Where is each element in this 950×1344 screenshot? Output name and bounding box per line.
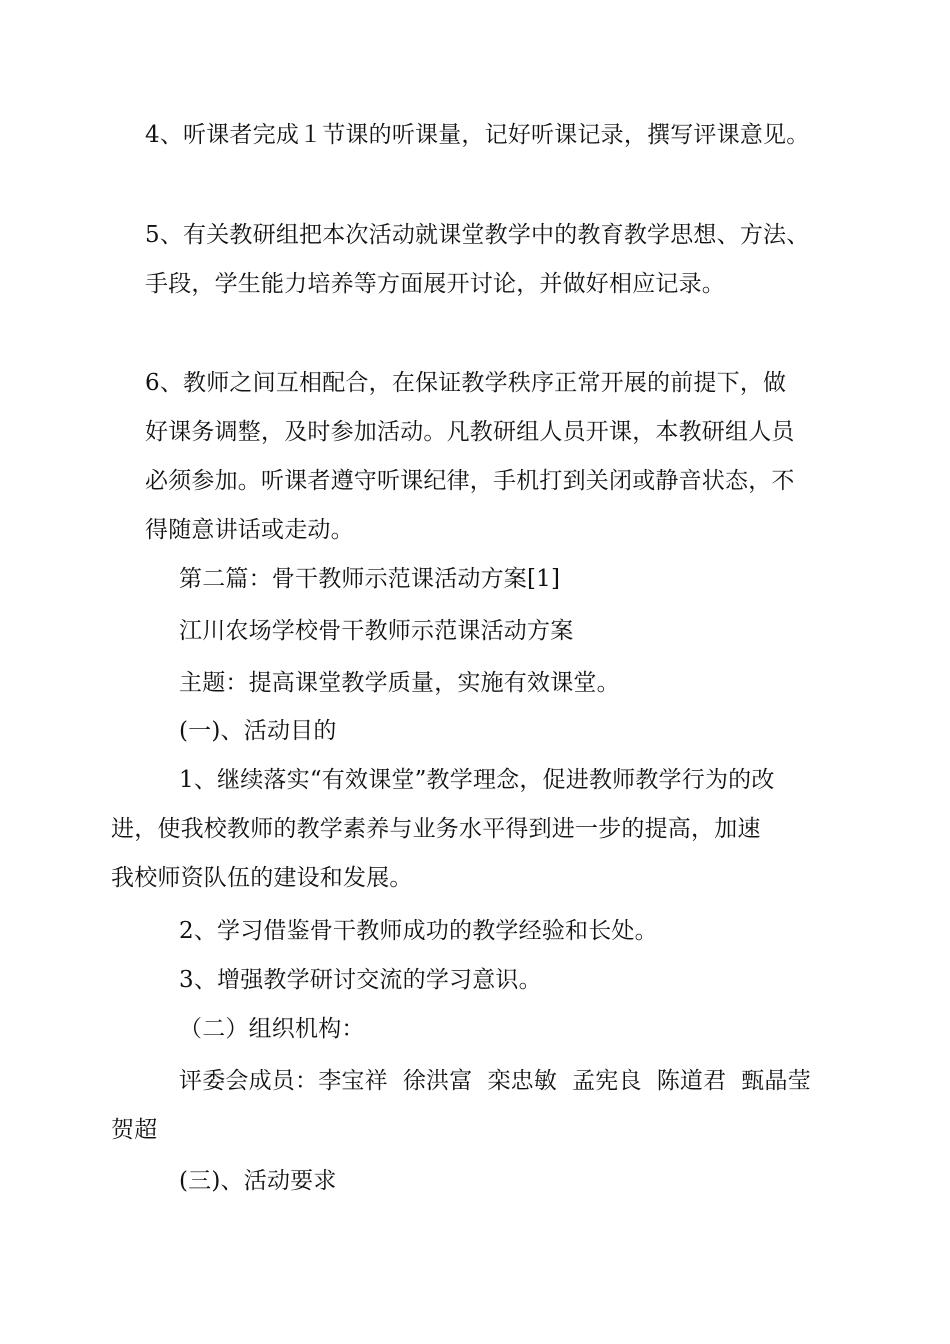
committee-members (111, 1057, 815, 1155)
paragraph-item-4 (145, 111, 815, 160)
text-line: 第二篇：骨干教师示范课活动方案[1] (179, 566, 561, 592)
document-title (145, 607, 815, 656)
text-line: (三)、活动要求 (179, 1168, 337, 1194)
subheading-organization (145, 1005, 815, 1054)
subheading-purpose (145, 707, 815, 756)
text-line: （二）组织机构： (179, 1016, 365, 1042)
text-line: 好课务调整，及时参加活动。凡教研组人员开课，本教研组人员 (145, 419, 795, 445)
text-line: 贺超 (111, 1117, 158, 1143)
text-line: 2、学习借鉴骨干教师成功的教学经验和长处。 (179, 918, 658, 944)
text-line: 我校师资队伍的建设和发展。 (111, 865, 413, 891)
text-line: 得随意讲话或走动。 (145, 517, 354, 543)
text-line: 必须参加。听课者遵守听课纪律，手机打到关闭或静音状态，不 (145, 468, 795, 494)
text-line: 3、增强教学研讨交流的学习意识。 (179, 967, 542, 993)
text-line: 6、教师之间互相配合，在保证教学秩序正常开展的前提下，做 (145, 370, 787, 396)
purpose-item-3 (145, 956, 815, 1005)
paragraph-item-5 (145, 211, 815, 309)
text-line: 进，使我校教师的教学素养与业务水平得到进一步的提高，加速 (111, 816, 761, 842)
text-line: 评委会成员：李宝祥 徐洪富 栾忠敏 孟宪良 陈道君 甄晶莹 (179, 1068, 811, 1094)
text-line: 1、继续落实“有效课堂”教学理念，促进教师教学行为的改 (179, 767, 775, 793)
text-line: (一)、活动目的 (179, 718, 337, 744)
text-line: 手段，学生能力培养等方面展开讨论，并做好相应记录。 (145, 271, 725, 297)
text-line: 主题：提高课堂教学质量，实施有效课堂。 (179, 670, 620, 696)
subheading-requirements (145, 1157, 815, 1206)
section-heading (145, 555, 815, 604)
text-line: 4、听课者完成１节课的听课量，记好听课记录，撰写评课意见。 (145, 122, 810, 148)
purpose-item-1 (111, 756, 815, 903)
purpose-item-2 (145, 907, 815, 956)
text-line: 江川农场学校骨干教师示范课活动方案 (179, 618, 574, 644)
theme-line (145, 659, 815, 708)
paragraph-item-6 (145, 359, 815, 555)
text-line: 5、有关教研组把本次活动就课堂教学中的教育教学思想、方法、 (145, 222, 810, 248)
